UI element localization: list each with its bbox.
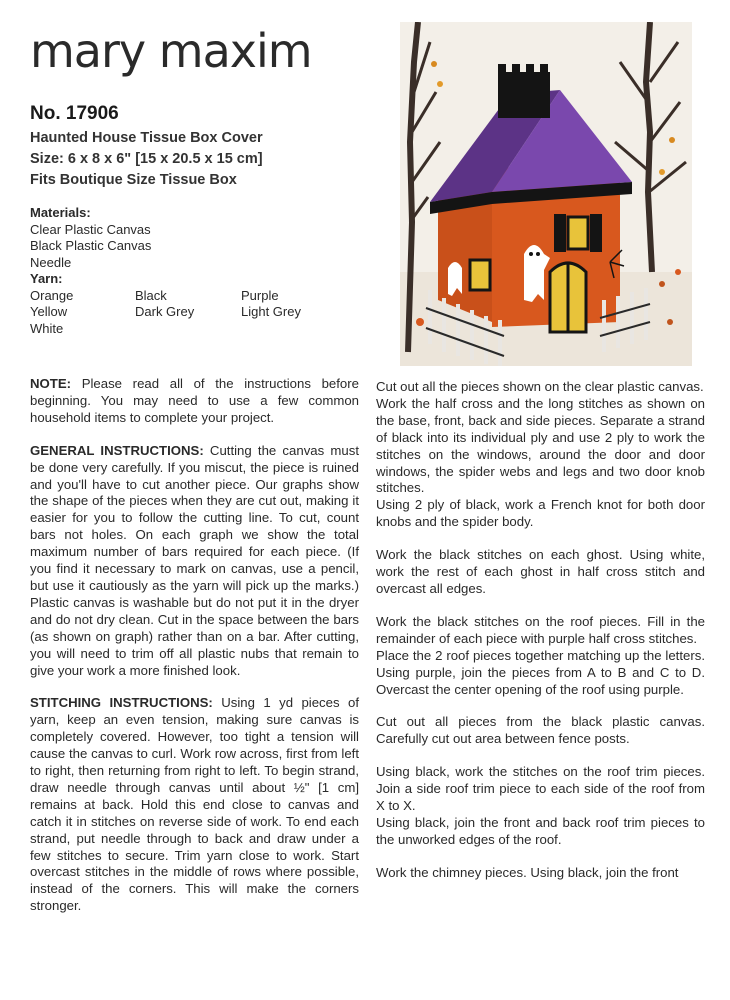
yarn-color: Orange (30, 287, 74, 303)
instruction-paragraph: Cut out all pieces from the black plastic canvas. Carefully cut out area between fence posts. (376, 714, 705, 747)
pattern-number: No. 17906 (30, 103, 119, 124)
left-instructions-column (30, 376, 359, 915)
instruction-paragraph: Using 2 ply of black, work a French knot for both door knobs and the spider body. (376, 497, 705, 530)
yarn-color: Yellow (30, 304, 68, 319)
stitching-instructions-paragraph (30, 695, 359, 915)
yarn-color: Dark Grey (135, 304, 195, 319)
materials-heading: Materials: (30, 205, 91, 220)
pattern-fits: Fits Boutique Size Tissue Box (30, 172, 237, 188)
pattern-title: Haunted House Tissue Box Cover (30, 130, 263, 146)
note-text: Please read all of the instructions before beginning. You may need to use a few common household items to complete your project. (30, 376, 359, 425)
yarn-list (30, 288, 370, 338)
yarn-color: Light Grey (241, 304, 301, 319)
pattern-header (30, 103, 370, 191)
instruction-paragraph: Cut out all the pieces shown on the clear plastic canvas. (376, 379, 704, 394)
stitching-lead: STITCHING INSTRUCTIONS: (30, 695, 213, 711)
yarn-color: Black (135, 287, 167, 303)
brand-logo (30, 24, 312, 78)
yarn-heading: Yarn: (30, 271, 63, 286)
stitching-text: Using 1 yd pieces of yarn, keep an even tension, making sure canvas is completely covered. However, too tight a tension will cause the canvas to curl. Work row across, first from left to right, then returning from right to left. To begin strand, draw needle through canvas until about ½" [1 cm] remains at back. Hold this end close to canvas and catch it in stitches on reverse side of work. To end each strand, put needle through to back and draw under a few stitches to secure. Trim yarn close to work. Start overcast stitches in the middle of rows where possible, instead of the corners. This will make the corners stronger. (30, 695, 360, 914)
material-item: Black Plastic Canvas (30, 238, 152, 253)
pattern-size: Size: 6 x 8 x 6" [15 x 20.5 x 15 cm] (30, 151, 263, 167)
instruction-paragraph: Work the black stitches on the roof pieces. Fill in the remainder of each piece with purple half cross stitches. (376, 613, 705, 646)
note-lead: NOTE: (30, 376, 72, 391)
haunted-house-photo (400, 22, 692, 366)
materials-section (30, 205, 370, 337)
material-item: Clear Plastic Canvas (30, 221, 151, 237)
instruction-paragraph: Work the black stitches on each ghost. Using white, work the rest of each ghost in half cross stitch and overcast all edges. (376, 547, 705, 596)
haunted-house-illustration (400, 22, 692, 366)
instruction-paragraph: Work the half cross and the long stitches as shown on the base, front, back and side pieces. Separate a strand of black into its individual ply and use 2 ply to work the stitches on the windows, around the door and door windows, the spider webs and legs and two door knob stitches. (376, 395, 705, 496)
instruction-paragraph: Using black, work the stitches on the roof trim pieces. Join a side roof trim piece to each side of the roof from X to X. (376, 764, 705, 814)
general-instructions-paragraph (30, 443, 359, 680)
instruction-paragraph: Using black, join the front and back roof trim pieces to the unworked edges of the roof. (376, 814, 705, 847)
general-lead: GENERAL INSTRUCTIONS: (30, 442, 204, 458)
material-item: Needle (30, 254, 72, 270)
general-text: Cutting the canvas must be done very carefully. If you miscut, the piece is ruined and you'll have to cut another piece. Our graphs show the shape of the pieces when they are cut out, making it easier for you to follow the cutting line. To cut, count bars not holes. On each graph we show the total maximum number of bars required for each piece. (If you find it necessary to mark on canvas, use a pencil, but use it cautiously as the yarn will pick up the marks.) Plastic canvas is washable but do not put it in the dryer and do not dry clean. Cut in the space between the bars (as shown on graph) rather than on a bar. After cutting, you will need to trim off all plastic nubs that remain to give your work a more finished look. (30, 442, 359, 678)
right-instructions-column (376, 379, 705, 882)
brand-name: mary maxim (30, 24, 312, 78)
yarn-color: White (30, 320, 64, 336)
yarn-color: Purple (241, 287, 279, 303)
note-paragraph (30, 376, 359, 427)
instruction-paragraph: Place the 2 roof pieces together matching up the letters. Using purple, join the pieces from A to B and C to D. Overcast the center opening of the roof using purple. (376, 647, 705, 697)
instruction-paragraph: Work the chimney pieces. Using black, join the front (376, 864, 679, 880)
